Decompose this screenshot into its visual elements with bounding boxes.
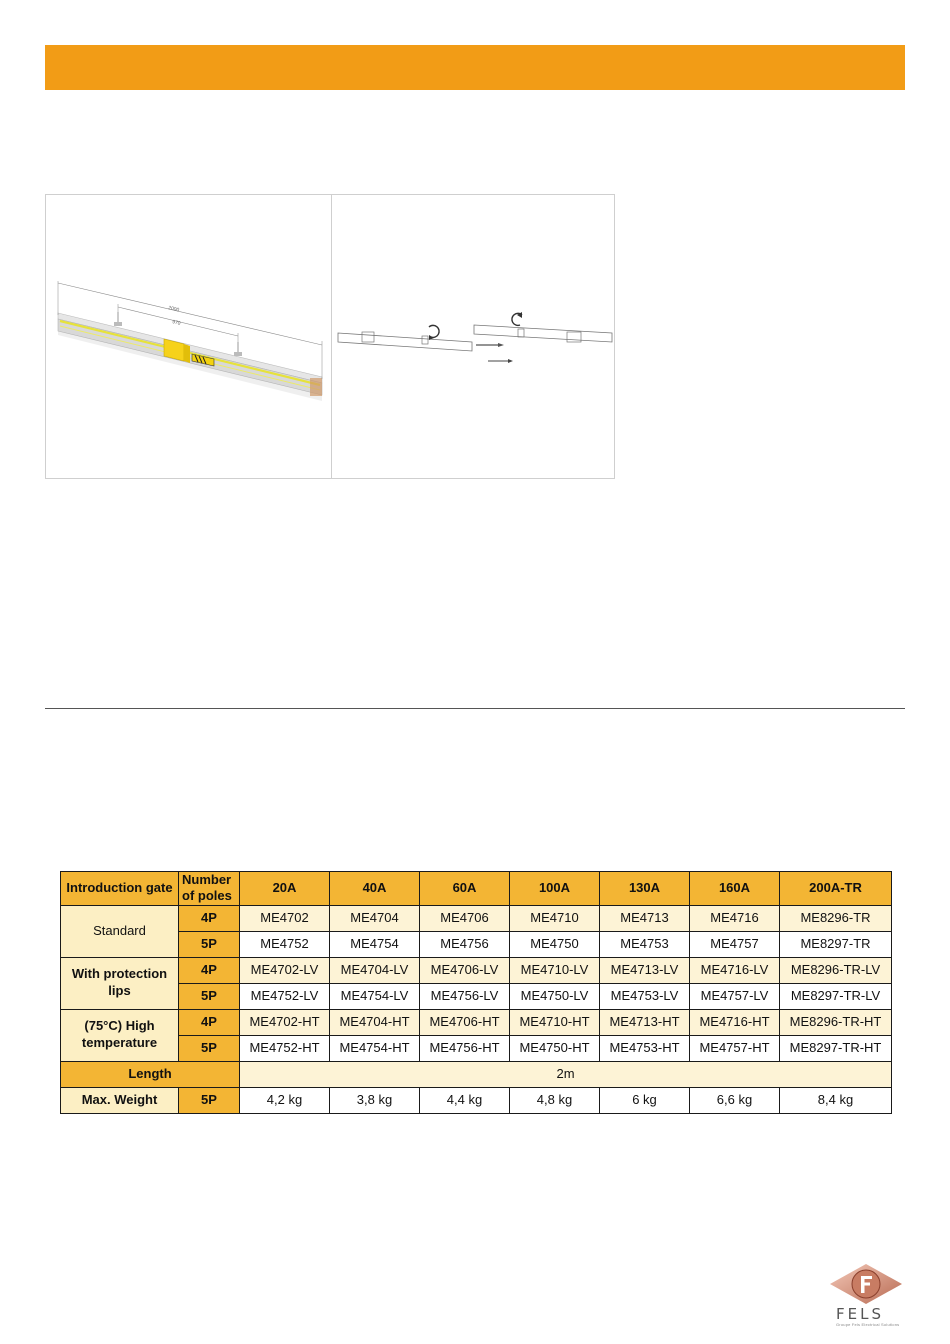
pole-cell: 4P	[179, 905, 240, 931]
code-cell: ME4702-LV	[240, 957, 330, 983]
code-cell: ME4750-HT	[510, 1035, 600, 1061]
table-row	[61, 983, 892, 1009]
table-row	[61, 1009, 892, 1035]
weight-cell: 4,2 kg	[240, 1087, 330, 1113]
length-value: 2m	[240, 1061, 892, 1087]
header-current: 160A	[690, 872, 780, 906]
header-introduction-gate: Introduction gate	[61, 872, 179, 906]
code-cell: ME4702-HT	[240, 1009, 330, 1035]
product-figures	[45, 194, 615, 479]
code-cell: ME4750-LV	[510, 983, 600, 1009]
pole-cell: 4P	[179, 1009, 240, 1035]
assembly-illustration	[332, 195, 616, 480]
table-row	[61, 905, 892, 931]
header-current: 200A-TR	[780, 872, 892, 906]
busbar-illustration	[46, 195, 331, 480]
table-header-row	[61, 872, 892, 906]
code-cell: ME4706-HT	[420, 1009, 510, 1035]
code-cell: ME4754-HT	[330, 1035, 420, 1061]
weight-cell: 8,4 kg	[780, 1087, 892, 1113]
code-cell: ME4706-LV	[420, 957, 510, 983]
weight-cell: 3,8 kg	[330, 1087, 420, 1113]
header-current: 60A	[420, 872, 510, 906]
code-cell: ME4757-LV	[690, 983, 780, 1009]
table-row	[61, 1035, 892, 1061]
weight-cell: 4,8 kg	[510, 1087, 600, 1113]
code-cell: ME4757-HT	[690, 1035, 780, 1061]
code-cell: ME4706	[420, 905, 510, 931]
pole-cell: 4P	[179, 957, 240, 983]
code-cell: ME8297-TR	[780, 931, 892, 957]
pole-cell: 5P	[179, 1035, 240, 1061]
code-cell: ME4704	[330, 905, 420, 931]
length-label: Length	[61, 1061, 240, 1087]
code-cell: ME4710-LV	[510, 957, 600, 983]
code-cell: ME4756-LV	[420, 983, 510, 1009]
code-cell: ME4752	[240, 931, 330, 957]
header-current: 20A	[240, 872, 330, 906]
weight-row	[61, 1087, 892, 1113]
code-cell: ME4754-LV	[330, 983, 420, 1009]
code-cell: ME4702	[240, 905, 330, 931]
code-cell: ME4753-LV	[600, 983, 690, 1009]
code-cell: ME4756-HT	[420, 1035, 510, 1061]
code-cell: ME4713-HT	[600, 1009, 690, 1035]
pole-cell: 5P	[179, 983, 240, 1009]
table-row	[61, 931, 892, 957]
code-cell: ME4753	[600, 931, 690, 957]
pole-cell: 5P	[179, 1087, 240, 1113]
group-standard: Standard	[61, 905, 179, 957]
header-current: 130A	[600, 872, 690, 906]
header-current: 100A	[510, 872, 600, 906]
header-number-of-poles: Number of poles	[179, 872, 240, 906]
code-cell: ME4754	[330, 931, 420, 957]
weight-cell: 6 kg	[600, 1087, 690, 1113]
dimension-label-total: 2000	[167, 305, 180, 314]
code-cell: ME4752-LV	[240, 983, 330, 1009]
code-cell: ME4710-HT	[510, 1009, 600, 1035]
busbar-assembly-drawing	[332, 195, 616, 478]
code-cell: ME4753-HT	[600, 1035, 690, 1061]
code-cell: ME4704-LV	[330, 957, 420, 983]
code-cell: ME8296-TR-LV	[780, 957, 892, 983]
code-cell: ME4713-LV	[600, 957, 690, 983]
section-divider	[45, 708, 905, 709]
weight-label: Max. Weight	[61, 1087, 179, 1113]
pole-cell: 5P	[179, 931, 240, 957]
busbar-dimension-drawing	[46, 195, 331, 478]
code-cell: ME4750	[510, 931, 600, 957]
length-row	[61, 1061, 892, 1087]
weight-cell: 6,6 kg	[690, 1087, 780, 1113]
group-high-temperature: (75°C) High temperature	[61, 1009, 179, 1061]
logo-subtitle: Groupe Fels Electrical Solutions	[836, 1322, 900, 1327]
dimension-label-inner: 970	[171, 319, 182, 327]
code-cell: ME8297-TR-LV	[780, 983, 892, 1009]
code-cell: ME4716-LV	[690, 957, 780, 983]
code-cell: ME8296-TR	[780, 905, 892, 931]
code-cell: ME4752-HT	[240, 1035, 330, 1061]
code-cell: ME8296-TR-HT	[780, 1009, 892, 1035]
code-cell: ME4756	[420, 931, 510, 957]
code-cell: ME4713	[600, 905, 690, 931]
table-row	[61, 957, 892, 983]
code-cell: ME4704-HT	[330, 1009, 420, 1035]
header-current: 40A	[330, 872, 420, 906]
weight-cell: 4,4 kg	[420, 1087, 510, 1113]
code-cell: ME4716	[690, 905, 780, 931]
code-cell: ME4716-HT	[690, 1009, 780, 1035]
code-cell: ME4710	[510, 905, 600, 931]
logo-wordmark: FELS	[836, 1305, 884, 1323]
code-cell: ME4757	[690, 931, 780, 957]
header-banner	[45, 45, 905, 90]
specification-table	[60, 871, 892, 1114]
group-protection-lips: With protection lips	[61, 957, 179, 1009]
code-cell: ME8297-TR-HT	[780, 1035, 892, 1061]
